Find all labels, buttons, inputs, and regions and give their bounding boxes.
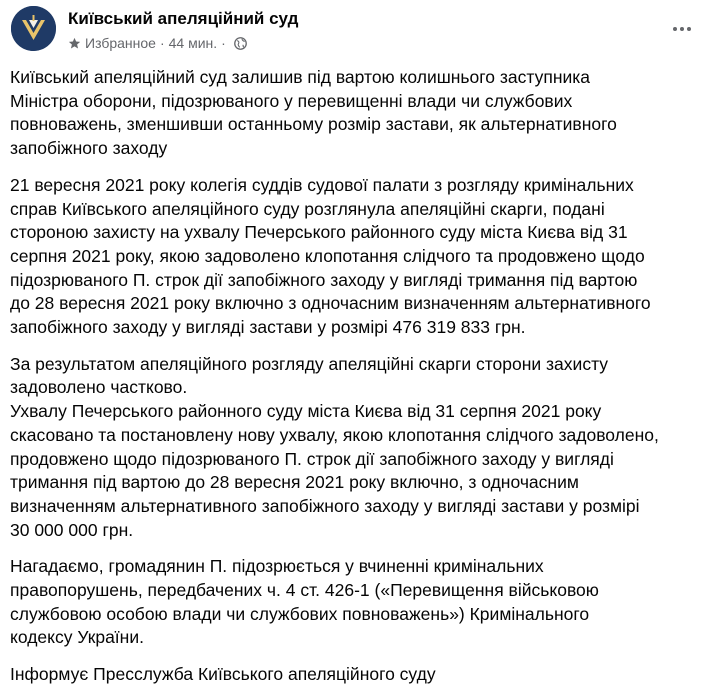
more-options-button[interactable] — [667, 14, 697, 44]
globe-icon[interactable] — [234, 37, 247, 50]
post-timestamp[interactable]: 44 мин. — [168, 35, 218, 51]
page-name-link[interactable]: Київський апеляційний суд — [68, 9, 299, 28]
favorites-star-icon — [68, 37, 81, 50]
more-dot — [687, 27, 691, 31]
post-body — [10, 66, 703, 700]
post-paragraph-reminder: Нагадаємо, громадянин П. підозрюється у вчиненні кримінальних правопорушень, передбачених ч. 4 ст. 426-1 («Перевищення військовою службовою особою влади чи службових повноважень») Кримінального кодексу України. — [10, 556, 599, 648]
post-paragraph-hearing: 21 вересня 2021 року колегія суддів судової палати з розгляду кримінальних справ Київського апеляційного суду розглянула апеляційні скарги, подані стороною захисту на ухвалу Печерського районного суду міста Києва від 31 серпня 2021 року, якою задоволено клопотання слідчого та продовжено щодо підозрюваного П. строк дії запобіжного заходу у вигляді тримання під вартою до 28 вересня 2021 року включно з одночасним визначенням альтернативного запобіжного заходу у вигляді застави у розмірі 476 319 833 грн. — [10, 174, 651, 338]
meta-separator-2: · — [221, 35, 226, 51]
more-horizontal-icon — [673, 27, 677, 31]
audience-label[interactable]: Избранное — [85, 35, 156, 51]
page-avatar[interactable] — [11, 6, 56, 51]
post-paragraph-headline: Київський апеляційний суд залишив під вартою колишнього заступника Міністра оборони, підозрюваного у перевищенні влади чи службових повноважень, зменшивши останньому розмір застави, як альтернативного запобіжного заходу — [10, 67, 617, 159]
post-paragraph-source: Інформує Пресслужба Київського апеляційного суду — [10, 664, 436, 685]
post-meta — [68, 34, 247, 52]
court-logo-icon — [11, 6, 56, 51]
post-header — [11, 6, 701, 56]
post-paragraph-result: За результатом апеляційного розгляду апеляційні скарги сторони захисту задоволено частково. Ухвалу Печерського районного суду міста Києва від 31 серпня 2021 року скасовано та постановлену нову ухвалу, якою клопотання слідчого задоволено, продовжено щодо підозрюваного П. строк дії запобіжного заходу у вигляді тримання під вартою до 28 вересня 2021 року включно, з одночасним визначенням альтернативного запобіжного заходу у вигляді застави у розмірі 30 000 000 грн. — [10, 353, 659, 540]
meta-separator: · — [159, 35, 165, 51]
more-dot — [680, 27, 684, 31]
